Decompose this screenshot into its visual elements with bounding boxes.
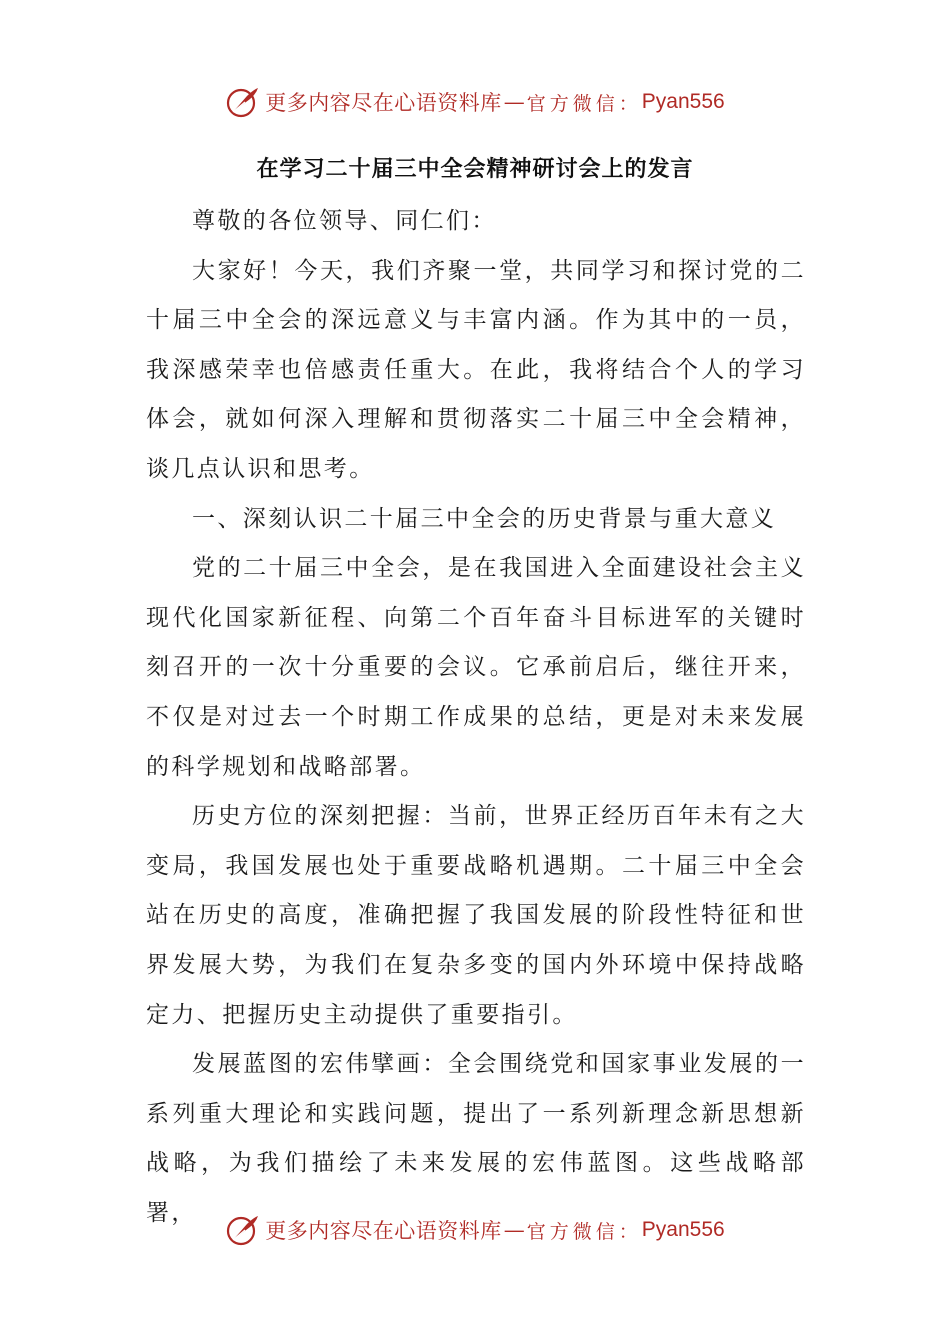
body-paragraph: 大家好！今天，我们齐聚一堂，共同学习和探讨党的二十届三中全会的深远意义与丰富内涵。作为其中的一员，我深感荣幸也倍感责任重大。在此，我将结合个人的学习体会，就如何深入理解和贯彻落实二十届三中全会精神，谈几点认识和思考。 xyxy=(146,257,806,482)
header-banner xyxy=(0,80,950,124)
header-wechat-id: Pyan556 xyxy=(641,90,725,113)
section-heading: 一、深刻认识二十届三中全会的历史背景与重大意义 xyxy=(192,505,777,532)
footer-wechat-id: Pyan556 xyxy=(641,1218,725,1241)
body-paragraph: 历史方位的深刻把握：当前，世界正经历百年未有之大变局，我国发展也处于重要战略机遇期。二十届三中全会站在历史的高度，准确把握了我国发展的阶段性特征和世界发展大势，为我们在复杂多变的国内外环境中保持战略定力、把握历史主动提供了重要指引。 xyxy=(146,803,806,1028)
body-paragraph: 党的二十届三中全会，是在我国进入全面建设社会主义现代化国家新征程、向第二个百年奋斗目标进军的关键时刻召开的一次十分重要的会议。它承前启后，继往开来，不仅是对过去一个时期工作成果的总结，更是对未来发展的科学规划和战略部署。 xyxy=(146,555,806,780)
document-title: 在学习二十届三中全会精神研讨会上的发言 xyxy=(256,157,694,182)
body-paragraph: 发展蓝图的宏伟擘画：全会围绕党和国家事业发展的一系列重大理论和实践问题，提出了一系列新理念新思想新战略，为我们描绘了未来发展的宏伟蓝图。这些战略部署， xyxy=(146,1051,806,1226)
footer-official-label: 官方微信： xyxy=(526,1220,642,1243)
footer-brand-text: 更多内容尽在心语资料库 xyxy=(265,1219,502,1243)
header-official-label: 官方微信： xyxy=(526,92,642,115)
quill-logo-icon xyxy=(225,1212,261,1248)
quill-logo-icon xyxy=(225,84,261,120)
header-dash: — xyxy=(503,90,525,114)
header-brand-text: 更多内容尽在心语资料库 xyxy=(265,91,502,115)
footer-dash: — xyxy=(503,1218,525,1242)
salutation: 尊敬的各位领导、同仁们： xyxy=(192,208,497,234)
document-body xyxy=(146,197,806,1238)
footer-banner xyxy=(0,1208,950,1252)
